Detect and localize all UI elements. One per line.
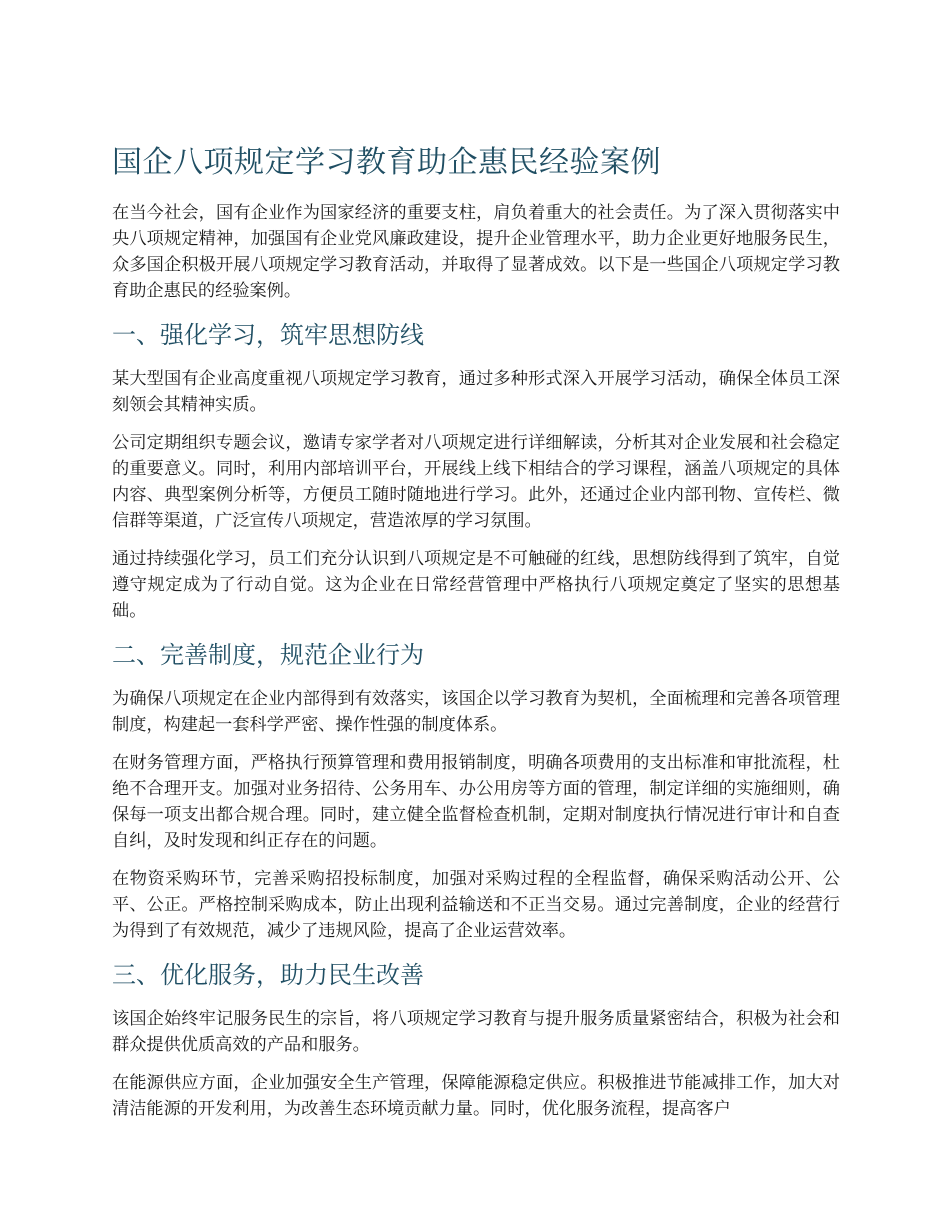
section-3-paragraph-2: 在能源供应方面，企业加强安全生产管理，保障能源稳定供应。积极推进节能减排工作，加大对清洁能源的开发利用，为改善生态环境贡献力量。同时，优化服务流程，提高客户 [112,1073,840,1119]
section-1-paragraph-3: 通过持续强化学习，员工们充分认识到八项规定是不可触碰的红线，思想防线得到了筑牢，自觉遵守规定成为了行动自觉。这为企业在日常经营管理中严格执行八项规定奠定了坚实的思想基础。 [112,549,840,621]
section-3-paragraph-1: 该国企始终牢记服务民生的宗旨，将八项规定学习教育与提升服务质量紧密结合，积极为社会和群众提供优质高效的产品和服务。 [112,1009,840,1055]
section-2-paragraph-1: 为确保八项规定在企业内部得到有效落实，该国企以学习教育为契机，全面梳理和完善各项管理制度，构建起一套科学严密、操作性强的制度体系。 [112,689,840,735]
section-2-paragraph-3: 在物资采购环节，完善采购招投标制度，加强对采购过程的全程监督，确保采购活动公开、公平、公正。严格控制采购成本，防止出现利益输送和不正当交易。通过完善制度，企业的经营行为得到了有效规范，减少了违规风险，提高了企业运营效率。 [112,869,840,941]
section-1-paragraph-1: 某大型国有企业高度重视八项规定学习教育，通过多种形式深入开展学习活动，确保全体员工深刻领会其精神实质。 [112,369,840,415]
section-1-paragraph-2: 公司定期组织专题会议，邀请专家学者对八项规定进行详细解读，分析其对企业发展和社会稳定的重要意义。同时，利用内部培训平台，开展线上线下相结合的学习课程，涵盖八项规定的具体内容、典型案例分析等，方便员工随时随地进行学习。此外，还通过企业内部刊物、宣传栏、微信群等渠道，广泛宣传八项规定，营造浓厚的学习氛围。 [112,433,840,531]
intro-paragraph: 在当今社会，国有企业作为国家经济的重要支柱，肩负着重大的社会责任。为了深入贯彻落实中央八项规定精神，加强国有企业党风廉政建设，提升企业管理水平，助力企业更好地服务民生，众多国企积极开展八项规定学习教育活动，并取得了显著成效。以下是一些国企八项规定学习教育助企惠民的经验案例。 [112,203,840,301]
section-heading-1: 一、强化学习，筑牢思想防线 [112,321,424,349]
section-2-paragraph-2: 在财务管理方面，严格执行预算管理和费用报销制度，明确各项费用的支出标准和审批流程，杜绝不合理开支。加强对业务招待、公务用车、办公用房等方面的管理，制定详细的实施细则，确保每一项支出都合规合理。同时，建立健全监督检查机制，定期对制度执行情况进行审计和自查自纠，及时发现和纠正存在的问题。 [112,753,840,851]
section-heading-3: 三、优化服务，助力民生改善 [112,961,424,989]
section-heading-2: 二、完善制度，规范企业行为 [112,641,424,669]
document-page [112,142,840,1134]
document-title: 国企八项规定学习教育助企惠民经验案例 [112,145,661,180]
